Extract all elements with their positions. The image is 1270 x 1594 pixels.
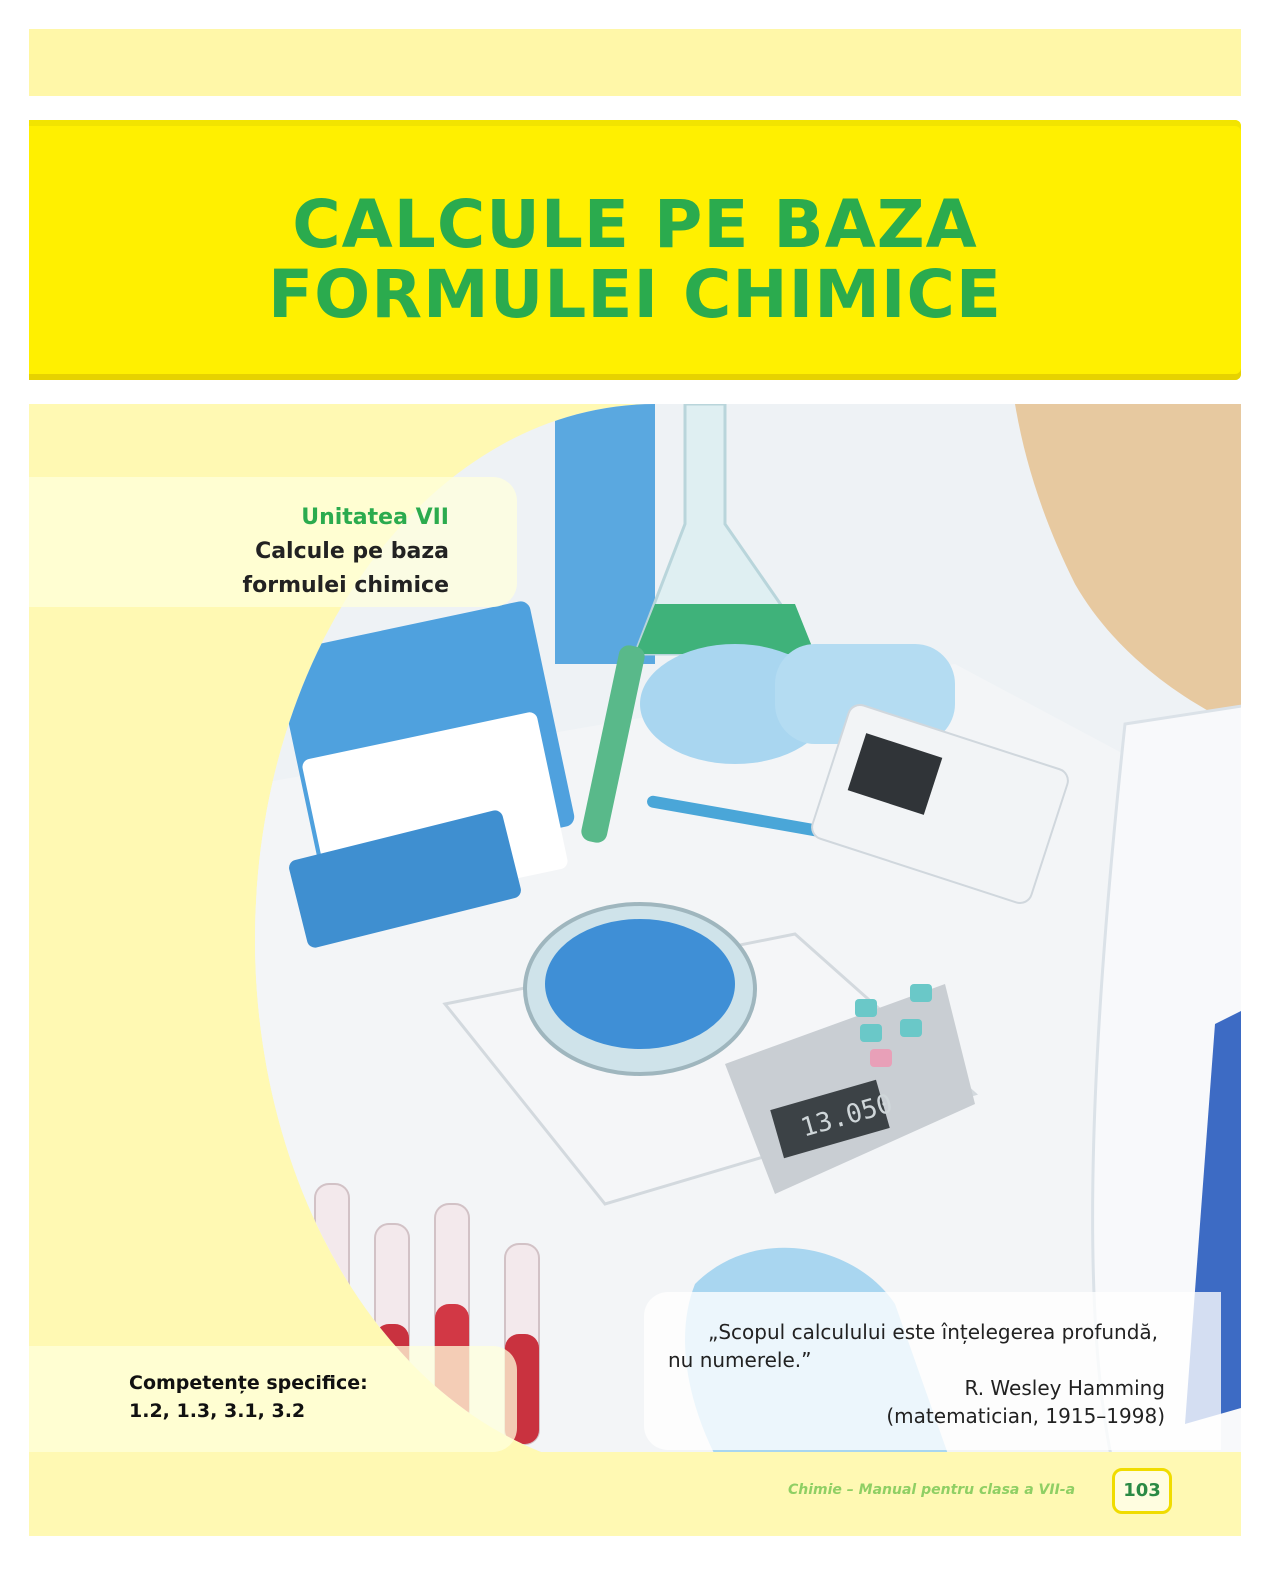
unit-title-line2: formulei chimice <box>242 573 449 598</box>
scale-display: 13.050 <box>797 1088 897 1144</box>
quote-author: R. Wesley Hamming <box>964 1376 1165 1400</box>
page-number: 103 <box>1112 1468 1172 1514</box>
competences-list: 1.2, 1.3, 3.1, 3.2 <box>129 1400 306 1422</box>
page-title-line1: CALCULE PE BAZA <box>292 186 978 263</box>
unit-number: Unitatea VII <box>301 505 449 530</box>
page-title-line2: FORMULEI CHIMICE <box>268 256 1002 333</box>
unit-title-line1: Calcule pe baza <box>255 539 449 564</box>
unit-info-box <box>29 477 517 607</box>
title-banner <box>29 120 1241 380</box>
quote-author-role: (matematician, 1915–1998) <box>886 1404 1165 1428</box>
footer-book-title: Chimie – Manual pentru clasa a VII-a <box>788 1482 1076 1498</box>
top-decor-band <box>29 29 1241 96</box>
competences-heading: Competențe specifice: <box>129 1372 368 1394</box>
quote-text: „Scopul calculului este înțelegerea profundă, nu numerele.” <box>668 1320 1159 1372</box>
competences-box <box>29 1346 517 1452</box>
quote-box <box>644 1292 1221 1450</box>
page-title <box>29 186 1241 333</box>
